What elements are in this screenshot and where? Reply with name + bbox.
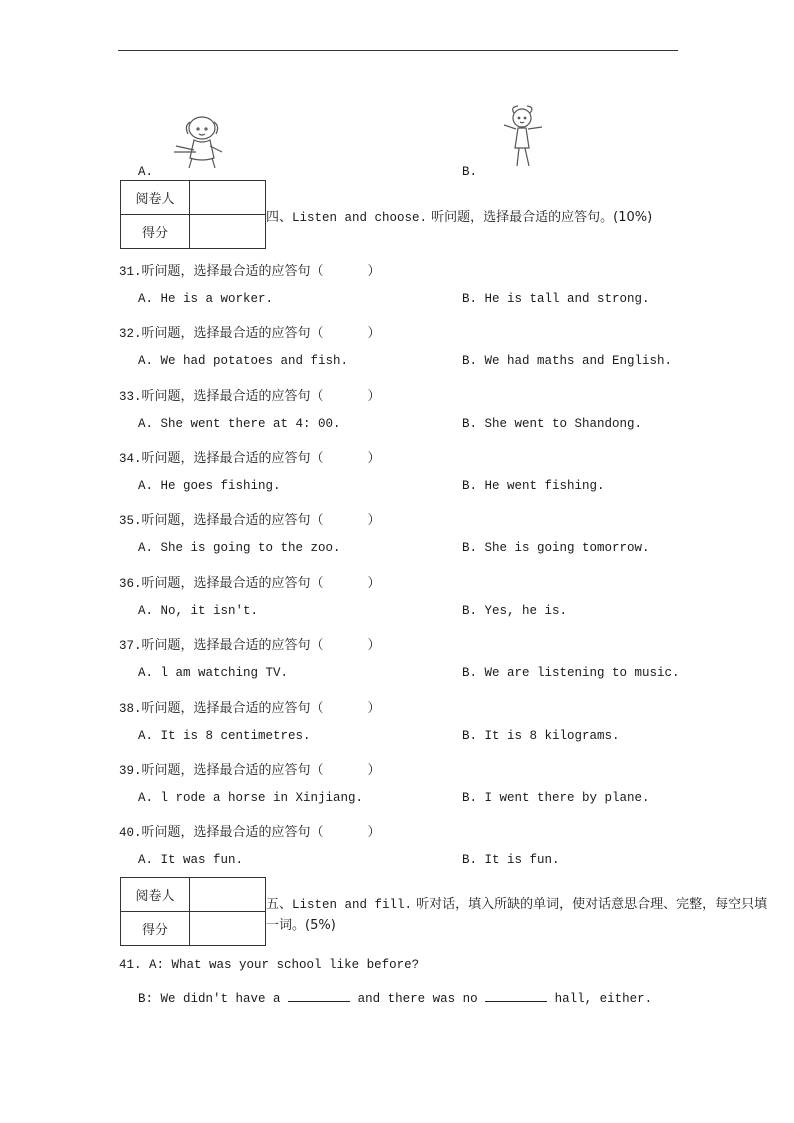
question-34: 34.听问题，选择最合适的应答句（ ） — [119, 451, 381, 466]
question-34-option-a: A. He goes fishing. — [138, 479, 281, 493]
question-32: 32.听问题，选择最合适的应答句（ ） — [119, 326, 381, 341]
question-35-option-b: B. She is going tomorrow. — [462, 541, 650, 555]
section4-title-en: Listen and choose. — [292, 211, 428, 225]
image-option-b-label: B. — [462, 165, 478, 179]
grader-label: 阅卷人 — [121, 181, 190, 215]
question-31-option-a: A. He is a worker. — [138, 292, 274, 306]
section4-title-cn: 听问题，选择最合适的应答句。(10%) — [427, 210, 653, 225]
question-37: 37.听问题，选择最合适的应答句（ ） — [119, 638, 381, 653]
girl-writing-illustration — [166, 112, 230, 170]
question-32-option-b: B. We had maths and English. — [462, 354, 673, 368]
header-rule — [118, 50, 678, 51]
question-37-option-a: A. l am watching TV. — [138, 666, 289, 680]
question-36-option-a: A. No, it isn't. — [138, 604, 259, 618]
question-36-option-b: B. Yes, he is. — [462, 604, 568, 618]
score-table-section5 — [120, 877, 266, 946]
question-39-option-b: B. I went there by plane. — [462, 791, 650, 805]
question-39: 39.听问题，选择最合适的应答句（ ） — [119, 763, 381, 778]
question-33-option-a: A. She went there at 4: 00. — [138, 417, 341, 431]
question-40: 40.听问题，选择最合适的应答句（ ） — [119, 825, 381, 840]
question-41-line-b: B: We didn't have a and there was no hall, either. — [138, 992, 653, 1006]
score-label: 得分 — [121, 215, 190, 249]
fill-blank-1[interactable] — [288, 990, 350, 1002]
question-36: 36.听问题，选择最合适的应答句（ ） — [119, 576, 381, 591]
question-34-option-b: B. He went fishing. — [462, 479, 605, 493]
question-40-option-a: A. It was fun. — [138, 853, 244, 867]
section5-title-line2: 一词。(5%) — [266, 918, 336, 933]
section5-number: 五、 — [266, 897, 293, 912]
question-33: 33.听问题，选择最合适的应答句（ ） — [119, 389, 381, 404]
question-38: 38.听问题，选择最合适的应答句（ ） — [119, 701, 381, 716]
fill-blank-2[interactable] — [485, 990, 547, 1002]
image-option-a-label: A. — [138, 165, 154, 179]
section5-title-en: Listen and fill. — [292, 898, 413, 912]
question-41-line-a: 41. A: What was your school like before? — [119, 958, 420, 972]
grader-label: 阅卷人 — [121, 878, 190, 912]
grader-cell[interactable] — [190, 878, 266, 912]
question-31: 31.听问题，选择最合适的应答句（ ） — [119, 264, 381, 279]
score-cell[interactable] — [190, 215, 266, 249]
section5-title-cn: 听对话，填入所缺的单词，使对话意思合理、完整，每空只填 — [412, 897, 768, 912]
girl-dancing-illustration — [500, 105, 550, 171]
question-37-option-b: B. We are listening to music. — [462, 666, 680, 680]
section4-number: 四、 — [266, 210, 293, 225]
section4-title — [266, 206, 652, 225]
score-table-section4 — [120, 180, 266, 249]
section5-title — [266, 893, 767, 912]
question-33-option-b: B. She went to Shandong. — [462, 417, 643, 431]
question-31-option-b: B. He is tall and strong. — [462, 292, 650, 306]
question-32-option-a: A. We had potatoes and fish. — [138, 354, 349, 368]
question-39-option-a: A. l rode a horse in Xinjiang. — [138, 791, 364, 805]
score-label: 得分 — [121, 912, 190, 946]
grader-cell[interactable] — [190, 181, 266, 215]
question-40-option-b: B. It is fun. — [462, 853, 560, 867]
score-cell[interactable] — [190, 912, 266, 946]
question-35: 35.听问题，选择最合适的应答句（ ） — [119, 513, 381, 528]
question-35-option-a: A. She is going to the zoo. — [138, 541, 341, 555]
question-38-option-a: A. It is 8 centimetres. — [138, 729, 311, 743]
question-38-option-b: B. It is 8 kilograms. — [462, 729, 620, 743]
